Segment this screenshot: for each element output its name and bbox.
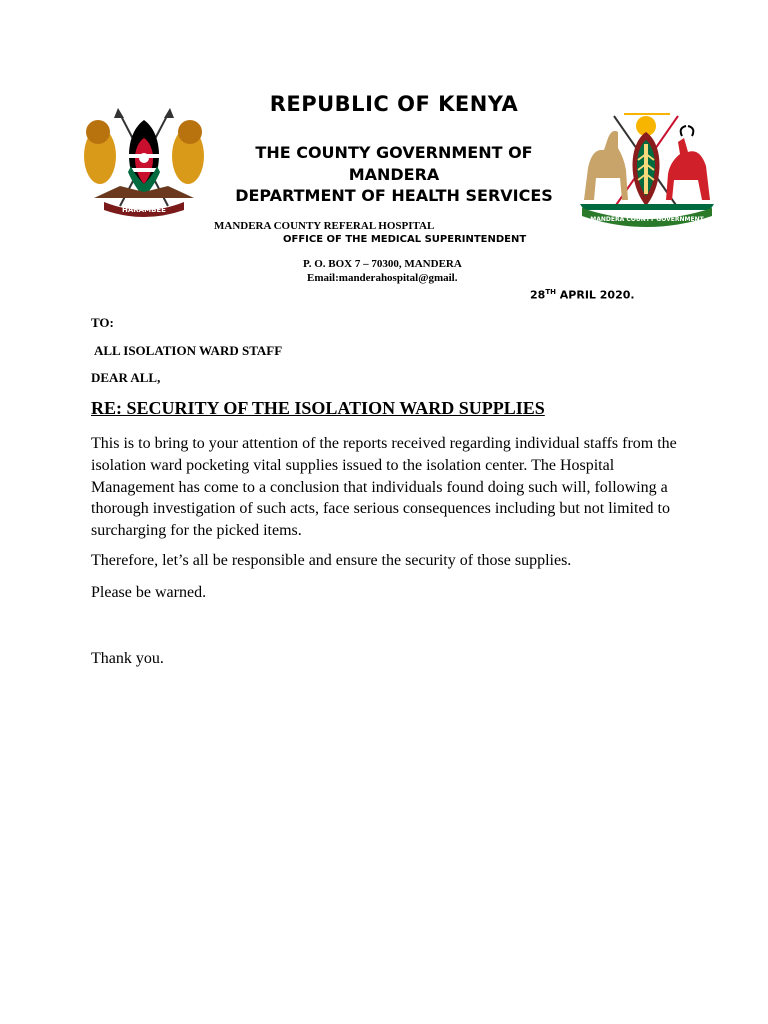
recipients: ALL ISOLATION WARD STAFF [94,343,283,358]
mandera-county-emblem-icon [574,108,720,230]
county-government-heading: THE COUNTY GOVERNMENT OF MANDERA [255,143,533,184]
date-day: 28 [530,288,546,302]
emblem-motto-right: MANDERA COUNTY GOVERNMENT [590,216,704,223]
date-month-year: APRIL 2020. [555,288,635,302]
email-address: Email:manderahospital@gmail. [307,272,458,284]
subject-line: RE: SECURITY OF THE ISOLATION WARD SUPPLIES [91,398,545,418]
postal-address: P. O. BOX 7 – 70300, MANDERA [303,258,462,270]
date-suffix: TH [545,288,556,296]
emblem-motto-left: HARAMBEE [122,206,166,214]
closing-line: Thank you. [91,650,164,667]
body-paragraph-1: This is to bring to your attention of the reports received regarding individual staffs from the isolation ward pocketing vital supplies issued to the isolation center. The Hospital Management has come to a conclusion that individuals found doing such will, following a thorough investigation of such acts, face serious consequences including but not limited to surcharging for the picked items. [91,435,677,540]
office-name: OFFICE OF THE MEDICAL SUPERINTENDENT [283,234,527,245]
greeting: DEAR ALL, [91,370,161,385]
body-paragraph-3: Please be warned. [91,584,207,601]
kenya-coat-of-arms-icon [80,106,208,218]
letter-date [530,288,635,302]
to-label: TO: [91,315,114,330]
department-heading: DEPARTMENT OF HEALTH SERVICES [235,186,553,205]
body-paragraph-2: Therefore, let’s all be responsible and ensure the security of those supplies. [91,552,572,569]
letterhead-title: REPUBLIC OF KENYA [269,92,519,116]
hospital-name: MANDERA COUNTY REFERAL HOSPITAL [214,220,435,232]
